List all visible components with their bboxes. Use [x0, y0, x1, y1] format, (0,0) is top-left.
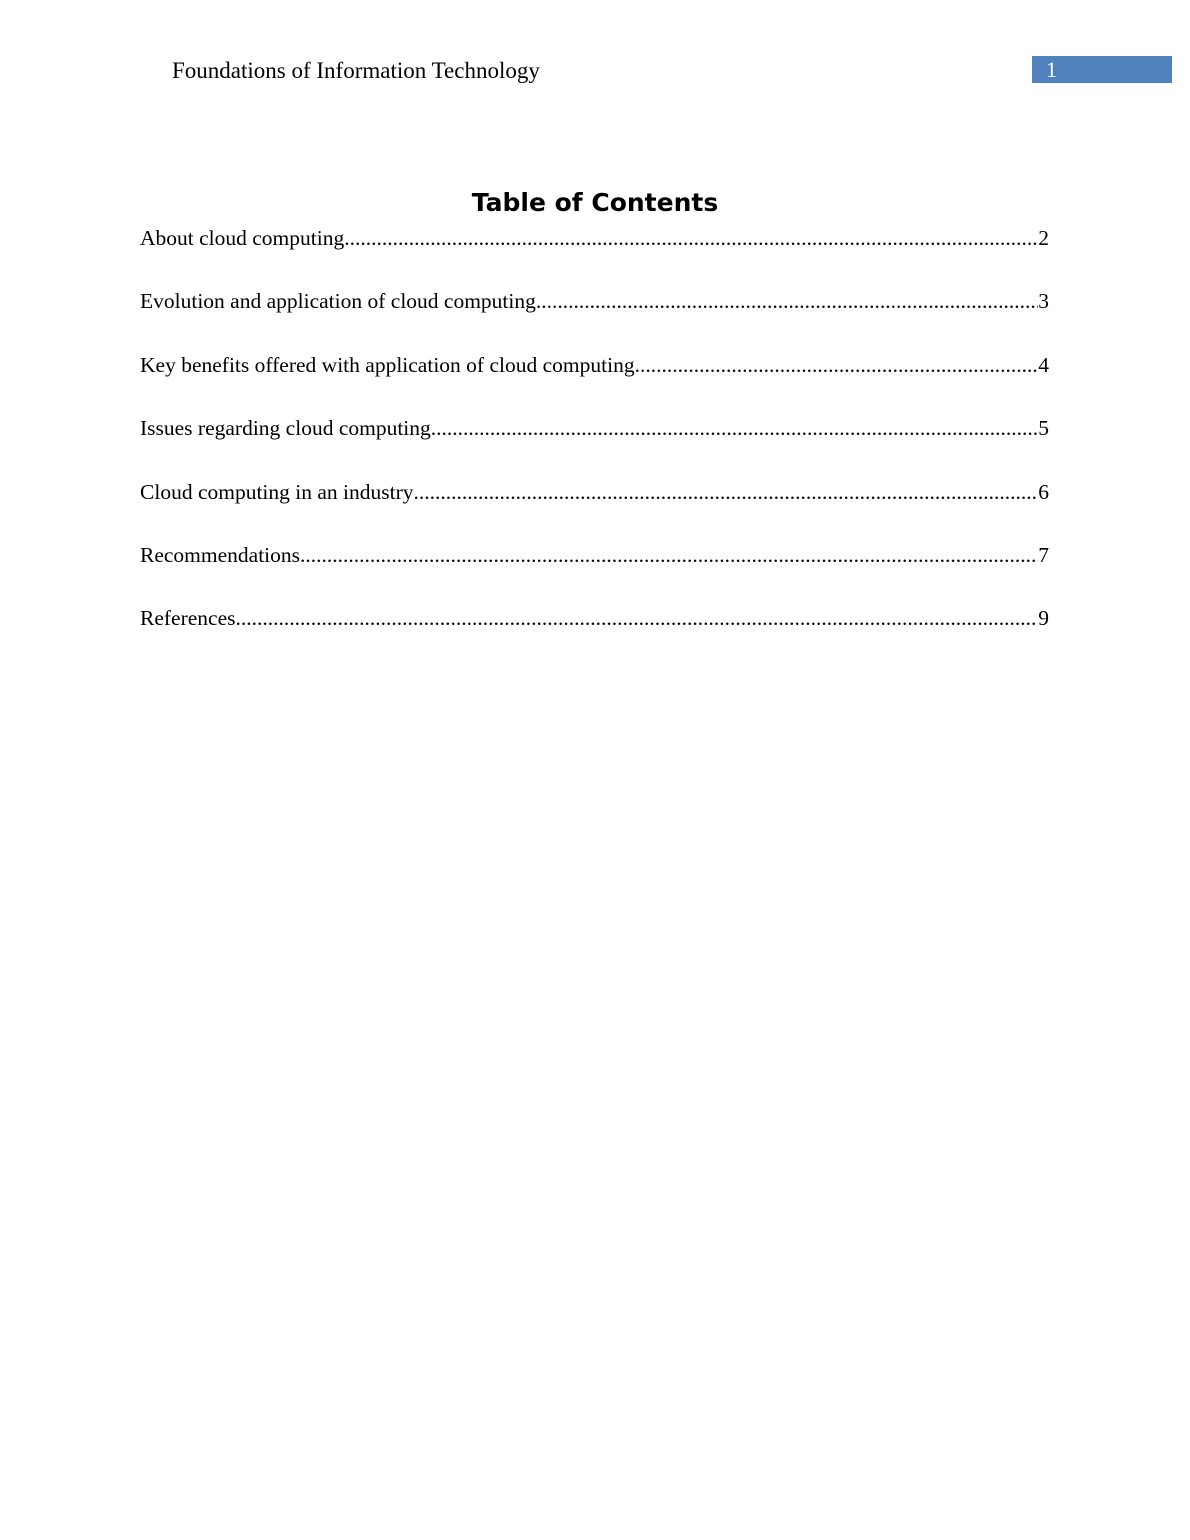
toc-entry-issues[interactable]: [140, 412, 1049, 475]
toc-entry-page: 6: [1038, 479, 1049, 504]
toc-entry-recommendations[interactable]: [140, 539, 1049, 602]
document-header-title: Foundations of Information Technology: [172, 58, 540, 83]
toc-dot-leader: [536, 285, 1038, 317]
toc-entry-cloud-computing-in-industry[interactable]: [140, 476, 1049, 539]
toc-dot-leader: [344, 222, 1038, 254]
toc-entry-title: Evolution and application of cloud computing: [140, 289, 536, 314]
toc-entry-page: 7: [1038, 542, 1049, 567]
toc-entry-about-cloud-computing[interactable]: [140, 222, 1049, 285]
toc-dot-leader: [414, 476, 1039, 508]
toc-entry-page: 5: [1038, 416, 1049, 441]
toc-entry-references[interactable]: [140, 602, 1049, 665]
toc-entry-page: 2: [1038, 226, 1049, 250]
toc-entry-title: Recommendations: [140, 542, 301, 567]
toc-list: [140, 222, 1049, 666]
toc-dot-leader: [236, 602, 1039, 634]
toc-dot-leader: [431, 412, 1038, 444]
toc-dot-leader: [300, 539, 1038, 571]
toc-entry-page: 4: [1038, 352, 1049, 377]
toc-entry-title: Issues regarding cloud computing: [140, 416, 431, 441]
toc-entry-page: 9: [1038, 606, 1049, 631]
toc-entry-title: Cloud computing in an industry: [140, 479, 414, 504]
toc-entry-title: Key benefits offered with application of cloud computing: [140, 352, 635, 377]
toc-heading: Table of Contents: [471, 188, 719, 217]
toc-entry-title: About cloud computing: [140, 226, 345, 250]
toc-entry-key-benefits[interactable]: [140, 349, 1049, 412]
toc-entry-evolution-and-application[interactable]: [140, 285, 1049, 348]
toc-entry-page: 3: [1038, 289, 1049, 314]
toc-entry-title: References: [140, 606, 236, 631]
toc-dot-leader: [635, 349, 1039, 381]
page-number: 1: [1046, 57, 1057, 82]
page-number-badge: [1032, 56, 1172, 83]
